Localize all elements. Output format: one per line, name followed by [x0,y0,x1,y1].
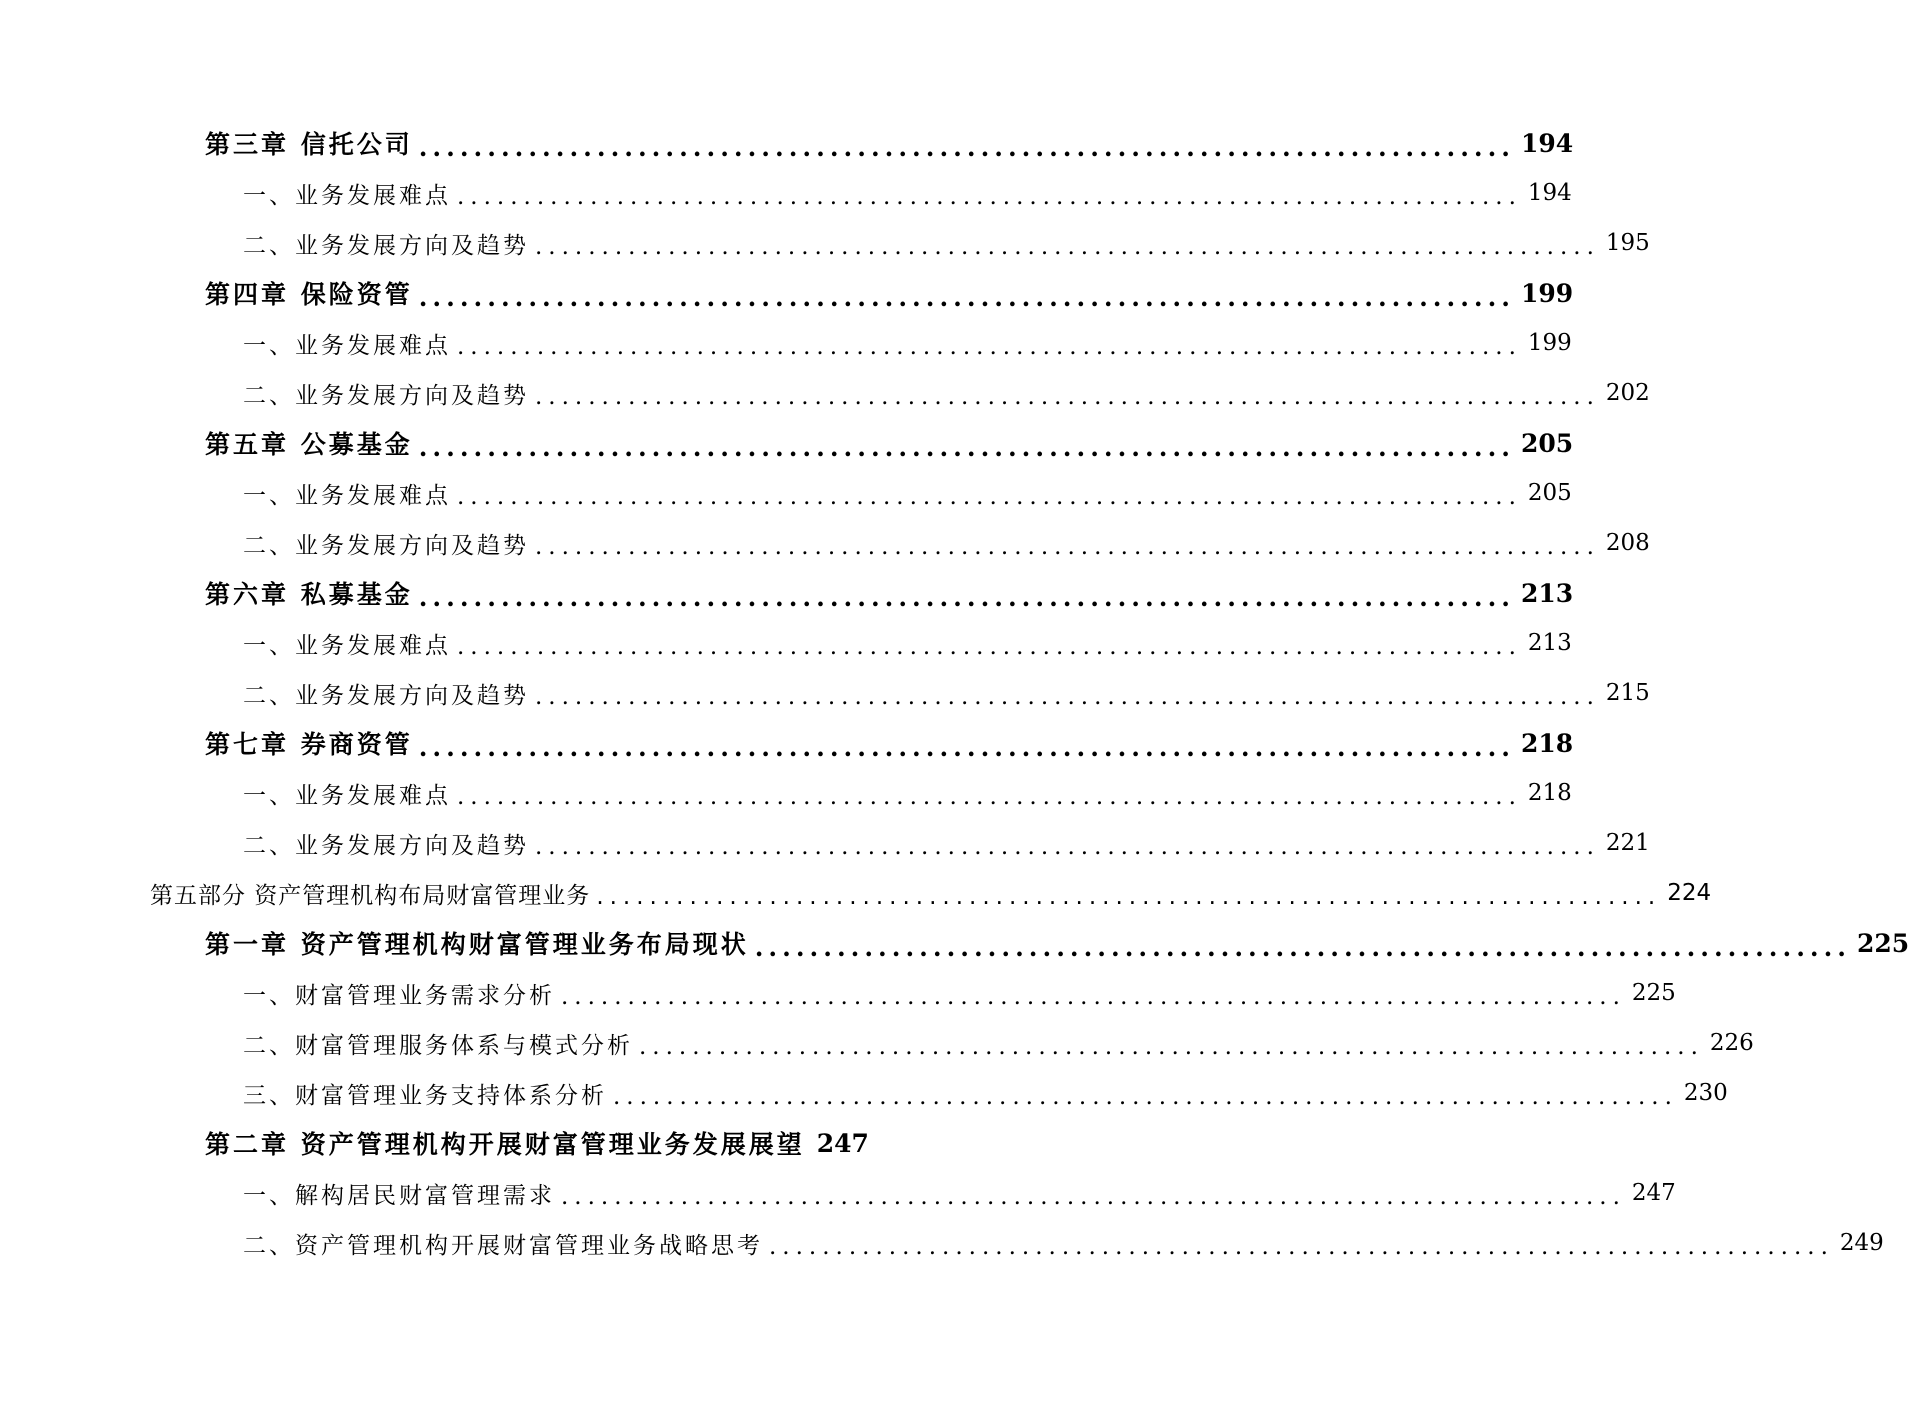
toc-entry-title: 一、财富管理业务需求分析 [243,982,555,1009]
toc-entry[interactable] [0,868,1712,918]
dot-leader: ................................................................................ [535,533,1600,560]
toc-entry-page: 205 [1521,428,1574,458]
toc-entry-page: 225 [1857,928,1909,958]
toc-entry[interactable] [0,818,1650,868]
toc-entry-page: 213 [1521,578,1574,608]
dot-leader: ................................................................................ [561,983,1626,1010]
toc-entry-title: 二、业务发展方向及趋势 [243,832,529,859]
toc-entry-page: 195 [1605,230,1650,256]
dot-leader: ................................................................................ [754,932,1852,962]
toc-entry-page: 247 [1631,1180,1676,1206]
toc-entry-title: 第五章 公募基金 [205,430,413,459]
toc-entry-title: 第五部分 资产管理机构布局财富管理业务 [150,882,591,909]
dot-leader: ................................................................................ [535,233,1600,260]
toc-entry-page: 225 [1631,980,1676,1006]
toc-entry[interactable] [0,568,1574,618]
toc-entry-title: 二、业务发展方向及趋势 [243,382,529,409]
dot-leader: ................................................................................ [418,582,1516,612]
toc-entry[interactable] [0,168,1572,218]
dot-leader: ................................................................................ [613,1083,1678,1110]
toc-entry-title: 二、财富管理服务体系与模式分析 [243,1032,633,1059]
table-of-contents [0,118,1909,1268]
toc-entry-page: 224 [1667,880,1712,906]
toc-entry[interactable] [0,968,1676,1018]
toc-entry-title: 第二章 资产管理机构开展财富管理业务发展展望 [205,1130,805,1159]
toc-entry-page: 202 [1605,380,1650,406]
toc-entry[interactable] [0,718,1574,768]
toc-entry-page: 249 [1839,1230,1884,1256]
toc-entry-title: 二、资产管理机构开展财富管理业务战略思考 [243,1232,763,1259]
toc-entry-title: 第一章 资产管理机构财富管理业务布局现状 [205,930,749,959]
dot-leader: ................................................................................ [769,1233,1834,1260]
toc-entry-title: 一、业务发展难点 [243,482,451,509]
toc-entry[interactable] [0,318,1572,368]
dot-leader: ................................................................................ [418,432,1516,462]
toc-entry[interactable] [0,668,1650,718]
toc-entry-page: 215 [1605,680,1650,706]
toc-entry[interactable] [0,768,1572,818]
toc-entry-page: 199 [1521,278,1574,308]
toc-entry[interactable] [0,1218,1884,1268]
toc-entry[interactable] [0,118,1574,168]
dot-leader: ................................................................................ [457,783,1522,810]
toc-entry[interactable] [0,918,1909,968]
dot-leader: ................................................................................ [457,183,1522,210]
toc-entry[interactable] [0,518,1650,568]
dot-leader: ................................................................................ [418,282,1516,312]
toc-entry-title: 二、业务发展方向及趋势 [243,532,529,559]
toc-entry-title: 一、业务发展难点 [243,782,451,809]
toc-entry-page: 194 [1521,128,1574,158]
toc-entry-page: 247 [816,1128,869,1158]
toc-entry-page: 226 [1709,1030,1754,1056]
toc-entry-title: 一、业务发展难点 [243,332,451,359]
dot-leader: ................................................................................ [457,633,1522,660]
toc-entry-title: 第四章 保险资管 [205,280,413,309]
toc-entry-page: 218 [1521,728,1574,758]
toc-entry-title: 二、业务发展方向及趋势 [243,682,529,709]
toc-entry-page: 205 [1527,480,1572,506]
toc-entry-title: 二、业务发展方向及趋势 [243,232,529,259]
toc-entry-title: 第三章 信托公司 [205,130,413,159]
dot-leader: ................................................................................ [457,333,1522,360]
toc-entry[interactable] [0,1068,1728,1118]
dot-leader: ................................................................................ [535,833,1600,860]
toc-entry[interactable] [0,268,1574,318]
toc-entry-page: 221 [1605,830,1650,856]
toc-entry[interactable] [0,468,1572,518]
toc-entry-title: 第七章 券商资管 [205,730,413,759]
dot-leader: ................................................................................ [561,1183,1626,1210]
toc-entry[interactable] [0,1018,1754,1068]
toc-entry[interactable] [0,218,1650,268]
toc-entry-title: 一、业务发展难点 [243,182,451,209]
toc-entry[interactable] [0,1168,1676,1218]
toc-entry-page: 218 [1527,780,1572,806]
toc-entry-page: 208 [1605,530,1650,556]
toc-entry-page: 199 [1527,330,1572,356]
toc-entry-page: 194 [1527,180,1572,206]
toc-entry[interactable] [0,418,1574,468]
toc-entry-page: 213 [1527,630,1572,656]
toc-entry-title: 第六章 私募基金 [205,580,413,609]
dot-leader: ................................................................................ [535,683,1600,710]
dot-leader: ................................................................................ [418,732,1516,762]
toc-entry[interactable] [0,618,1572,668]
dot-leader: ................................................................................ [639,1033,1704,1060]
toc-entry-title: 一、业务发展难点 [243,632,451,659]
toc-entry-page: 230 [1683,1080,1728,1106]
toc-entry[interactable] [0,368,1650,418]
toc-entry-title: 一、解构居民财富管理需求 [243,1182,555,1209]
dot-leader: ................................................................................ [535,383,1600,410]
dot-leader: ................................................................................ [457,483,1522,510]
dot-leader: ................................................................................ [418,132,1516,162]
toc-entry[interactable] [0,1118,992,1168]
toc-entry-title: 三、财富管理业务支持体系分析 [243,1082,607,1109]
dot-leader: ................................................................................ [596,883,1662,910]
